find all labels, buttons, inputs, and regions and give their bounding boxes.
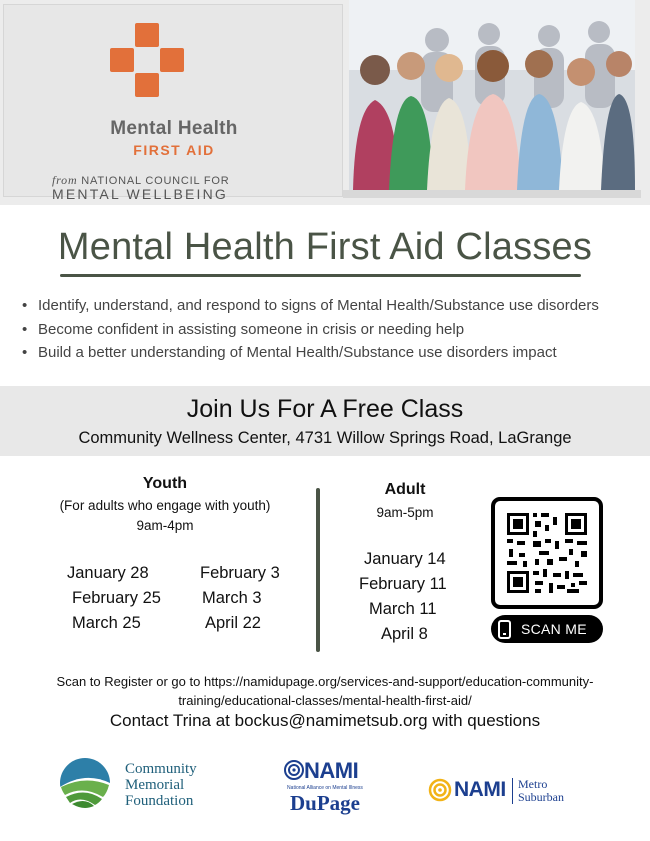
- adult-date: March 11: [369, 600, 437, 618]
- adult-date: January 14: [364, 550, 446, 568]
- youth-date: March 25: [72, 614, 141, 632]
- list-item: • Build a better understanding of Mental Health/Substance use disorders impact: [22, 341, 599, 365]
- scan-me-label: SCAN ME: [521, 621, 587, 637]
- qr-code[interactable]: [491, 497, 603, 609]
- benefits-list: [22, 294, 599, 365]
- mhfa-cross-icon: [110, 23, 184, 97]
- list-item: • Become confident in assisting someone in crisis or needing help: [22, 318, 599, 342]
- logo-org-line: MENTAL WELLBEING: [52, 186, 229, 202]
- register-text: Scan to Register or go to https://namidupage.org/services-and-support/education-community-training/educational-classes/mental-health-first-aid/: [56, 674, 594, 708]
- youth-date: March 3: [202, 589, 262, 607]
- youth-date: January 28: [67, 564, 149, 582]
- mhfa-logo-card: [3, 4, 343, 202]
- youth-date: April 22: [205, 614, 261, 632]
- adult-date: April 8: [381, 625, 428, 643]
- title-underline: [60, 274, 581, 277]
- logo-from-line: from NATIONAL COUNCIL FOR: [52, 173, 230, 187]
- youth-note: (For adults who engage with youth): [59, 498, 271, 513]
- nami-swirl-icon: [428, 778, 452, 802]
- adult-time: 9am-5pm: [376, 505, 434, 520]
- schedule-divider: [316, 488, 320, 652]
- nami-dupage-logo: NAMI National Alliance on Mental Illness DuPage: [284, 758, 366, 818]
- photo-shadow: [343, 190, 641, 198]
- community-memorial-foundation-logo-icon: [59, 757, 111, 809]
- page-title: Mental Health First Aid Classes: [57, 226, 593, 268]
- scan-me-badge: [491, 615, 603, 643]
- youth-time: 9am-4pm: [136, 518, 194, 533]
- join-title: Join Us For A Free Class: [186, 395, 464, 423]
- youth-date: February 3: [200, 564, 280, 582]
- youth-heading: Youth: [142, 475, 188, 492]
- list-item: • Identify, understand, and respond to signs of Mental Health/Substance use disorders: [22, 294, 599, 318]
- phone-icon: [498, 620, 511, 639]
- cmf-logo-text: Community Memorial Foundation: [125, 761, 197, 809]
- logo-subtitle: FIRST AID: [133, 142, 215, 158]
- nami-metro-suburban-logo: NAMI Metro Suburban: [428, 775, 588, 809]
- group-photo: [349, 0, 635, 190]
- nami-swirl-icon: [284, 759, 304, 781]
- logo-title: Mental Health: [110, 118, 238, 139]
- venue-address: Community Wellness Center, 4731 Willow Springs Road, LaGrange: [78, 429, 572, 447]
- adult-date: February 11: [359, 575, 447, 593]
- adult-heading: Adult: [384, 481, 426, 498]
- contact-text: Contact Trina at bockus@namimetsub.org with questions: [109, 711, 541, 730]
- youth-date: February 25: [72, 589, 161, 607]
